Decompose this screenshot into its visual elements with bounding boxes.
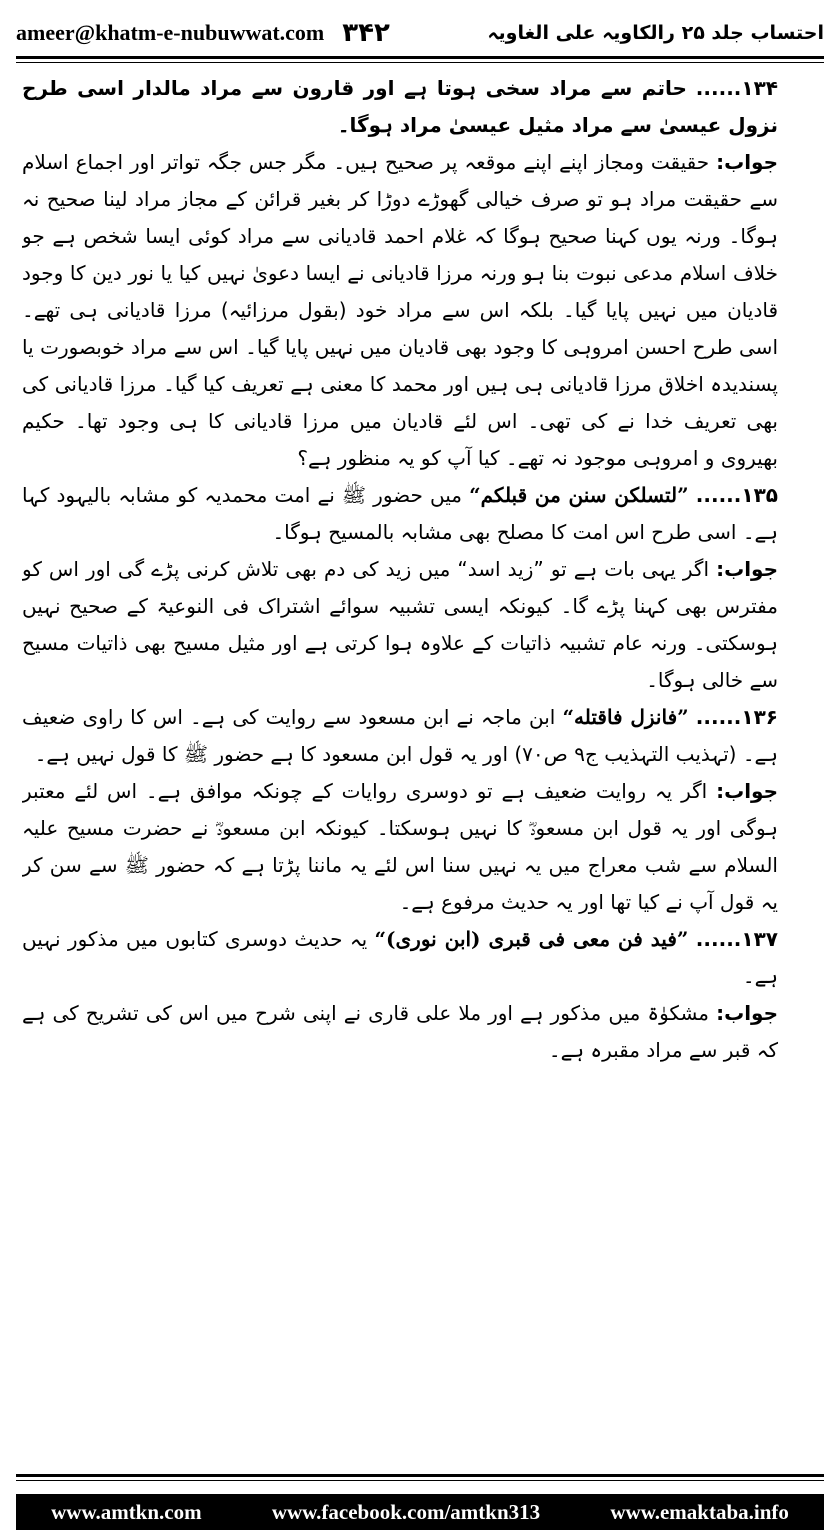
- item-quote: ”لتسلكن سنن من قبلكم“: [469, 483, 689, 507]
- item-number: ۱۳۴......: [695, 76, 779, 100]
- item-134-answer: [22, 144, 818, 477]
- header-rule-thin: [16, 62, 824, 63]
- footer-link-amtkn[interactable]: www.amtkn.com: [51, 1499, 202, 1524]
- page-content: [22, 70, 818, 1460]
- item-body: یہ حدیث دوسری کتابوں میں مذکور نہیں ہے۔: [22, 927, 778, 988]
- item-number: ۱۳۷......: [695, 927, 779, 951]
- answer-label: جواب:: [716, 1001, 779, 1025]
- item-body: میں حضور ﷺ نے امت محمدیہ کو مشابہ بالیہود کہا ہے۔ اسی طرح اس امت کا مصلح بھی مشابہ بالمسیح ہوگا۔: [22, 483, 778, 544]
- answer-text: اگر یہی بات ہے تو ”زید اسد“ میں زید کی دم بھی تلاش کرنی پڑے گی اور اس کو مفترس بھی کہنا پڑے گا۔ کیونکہ ایسی تشبیہ سوائے اشتراک فی النوعیۃ کے صحیح نہیں ہوسکتی۔ ورنہ عام تشبیہ ذاتیات کے علاوہ ہوا کرتی ہے اور مثیل مسیح بھی ذاتیات مسیح سے خالی ہوگا۔: [22, 557, 778, 692]
- answer-text: اگر یہ روایت ضعیف ہے تو دوسری روایات کے چونکہ موافق ہے۔ اس لئے معتبر ہوگی اور یہ قول ابن مسعودؓ کا نہیں ہوسکتا۔ کیونکہ ابن مسعودؓ نے حضرت مسیح علیہ السلام سے شب معراج میں یہ نہیں سنا اس لئے یہ ماننا پڑتا ہے کہ حضور ﷺ سے سن کر یہ قول آپ نے کیا تھا اور یہ حدیث مرفوع ہے۔: [22, 779, 778, 914]
- header-email[interactable]: ameer@khatm-e-nubuwwat.com: [16, 20, 325, 45]
- item-137-answer: [22, 995, 818, 1069]
- item-136: [22, 699, 818, 773]
- item-number: ۱۳۵......: [695, 483, 778, 507]
- footer-link-emaktaba[interactable]: www.emaktaba.info: [610, 1499, 789, 1524]
- item-number: ۱۳۶......: [695, 705, 778, 729]
- answer-text: مشکوٰۃ میں مذکور ہے اور ملا علی قاری نے اپنی شرح میں اس کی تشریح کی ہے کہ قبر سے مراد مقبرہ ہے۔: [22, 1001, 778, 1062]
- item-quote: ”فيد فن معی فی قبری (ابن نوری)“: [374, 927, 689, 951]
- answer-label: جواب:: [716, 557, 778, 581]
- page-footer: [16, 1494, 824, 1530]
- item-135: [22, 477, 818, 551]
- answer-label: جواب:: [716, 150, 779, 174]
- answer-text: حقیقت ومجاز اپنے اپنے موقعہ پر صحیح ہیں۔ مگر جس جگہ تواتر اور اجماع اسلام سے حقیقت مراد ہو تو صرف خیالی گھوڑے دوڑا کر بغیر قرائن کے مجاز مراد لینا صحیح نہ ہوگا۔ ورنہ یوں کہنا صحیح ہوگا کہ غلام احمد قادیانی سے مراد کوئی ایسا شخص ہے جو خلاف اسلام مدعی نبوت بنا ہو ورنہ مرزا قادیانی نے ایسا دعویٰ نہیں کیا یا نور دین کا وجود قادیان میں نہیں پایا گیا۔ بلکہ اس سے مراد خود (بقول مرزائیہ) مرزا قادیانی ہی تھے۔ اسی طرح احسن امروہی کا وجود بھی قادیان میں نہیں پایا گیا۔ اس سے مراد خوبصورت یا پسندیدہ اخلاق مرزا قادیانی ہی ہیں اور محمد کا معنی ہے تعریف کیا گیا۔ مرزا قادیانی کی بھی تعریف خدا نے کی تھی۔ اس لئے قادیان میں مرزا قادیانی کا ہی وجود تھا۔ حکیم بھیروی و امروہی موجود نہ تھے۔ کیا آپ کو یہ منظور ہے؟: [22, 150, 778, 470]
- item-137: [22, 921, 818, 995]
- header-rule-thick: [16, 56, 824, 59]
- item-body: حاتم سے مراد سخی ہوتا ہے اور قارون سے مراد مالدار اسی طرح نزول عیسیٰ سے مراد مثیل عیسیٰ مراد ہوگا۔: [22, 76, 778, 137]
- item-134: [22, 70, 818, 144]
- footer-rule-thick: [16, 1474, 824, 1477]
- footer-rule-thin: [16, 1480, 824, 1481]
- item-body: ابن ماجہ نے ابن مسعود سے روایت کی ہے۔ اس کا راوی ضعیف ہے۔ (تہذیب التہذیب ج۹ ص۷۰) اور یہ قول ابن مسعود کا ہے حضور ﷺ کا قول نہیں ہے۔: [22, 705, 778, 766]
- page-number: ۳۴۲: [342, 18, 390, 48]
- page-header: [16, 12, 824, 54]
- item-quote: ”فانزل فاقتله“: [562, 705, 689, 729]
- book-title: احتساب جلد ۲۵ رالکاویہ علی الغاویہ: [487, 22, 824, 44]
- item-135-answer: [22, 551, 818, 699]
- footer-link-facebook[interactable]: www.facebook.com/amtkn313: [271, 1499, 541, 1524]
- item-136-answer: [22, 773, 818, 921]
- header-left: [16, 18, 390, 48]
- answer-label: جواب:: [716, 779, 779, 803]
